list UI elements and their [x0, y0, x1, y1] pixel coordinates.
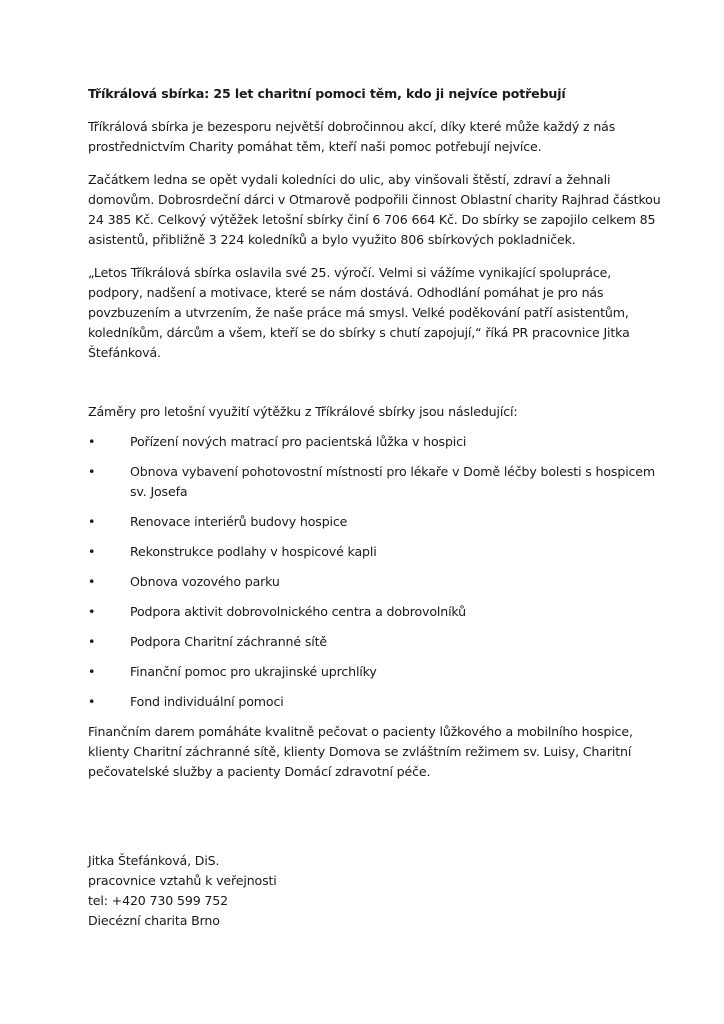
- list-item: [88, 692, 668, 712]
- spacer: [88, 376, 668, 402]
- list-item: [88, 602, 668, 622]
- list-item: [88, 432, 668, 452]
- list-item-text: Fond individuální pomoci: [130, 694, 284, 709]
- document-title: Tříkrálová sbírka: 25 let charitní pomoci těm, kdo ji nejvíce potřebují: [88, 86, 566, 101]
- list-item-text: Pořízení nových matrací pro pacientská lůžka v hospici: [130, 434, 467, 449]
- list-item: [88, 462, 668, 502]
- paragraph-collection-results: Začátkem ledna se opět vydali koledníci do ulic, aby vinšovali štěstí, zdraví a žehnali domovům. Dobrosrdeční dárci v Otmarově podpořili činnost Oblastní charity Rajhrad částkou 24 385 Kč. Celkový výtěžek letošní sbírky činí 6 706 664 Kč. Do sbírky se zapojilo celkem 85 asistentů, přibližně 3 224 koledníků a bylo využito 806 sbírkových pokladniček.: [88, 172, 661, 247]
- list-item-text: Obnova vozového parku: [130, 574, 280, 589]
- bullet-icon: •: [88, 694, 96, 709]
- list-item: [88, 572, 668, 592]
- signature-block: [88, 851, 488, 931]
- signature-name: Jitka Štefánková, DiS.: [88, 853, 220, 868]
- paragraph-closing: Finančním darem pomáháte kvalitně pečovat o pacienty lůžkového a mobilního hospice, klienty Charitní záchranné sítě, klienty Domova se zvláštním režimem sv. Luisy, Charitní pečovatelské služby a pacienty Domácí zdravotní péče.: [88, 724, 633, 779]
- list-item-text: Finanční pomoc pro ukrajinské uprchlíky: [130, 664, 377, 679]
- bullet-icon: •: [88, 604, 96, 619]
- plans-list: [88, 432, 668, 712]
- bullet-icon: •: [88, 544, 96, 559]
- paragraph-quote: „Letos Tříkrálová sbírka oslavila své 25. výročí. Velmi si vážíme vynikající spolupráce, podpory, nadšení a motivace, které se nám dostává. Odhodlání pomáhat je pro nás povzbuzením a utvrzením, že naše práce má smysl. Velké poděkování patří asistentům, koledníkům, dárcům a všem, kteří se do sbírky s chutí zapojují,“ říká PR pracovnice Jitka Štefánková.: [88, 265, 630, 360]
- bullet-icon: •: [88, 514, 96, 529]
- list-item-text: Podpora Charitní záchranné sítě: [130, 634, 327, 649]
- list-item: [88, 632, 668, 652]
- list-item-text: Rekonstrukce podlahy v hospicové kapli: [130, 544, 377, 559]
- paragraph-intro: Tříkrálová sbírka je bezesporu největší dobročinnou akcí, díky které může každý z nás prostřednictvím Charity pomáhat těm, kteří naši pomoc potřebují nejvíce.: [88, 119, 616, 154]
- signature-phone: tel: +420 730 599 752: [88, 893, 228, 908]
- list-item: [88, 542, 668, 562]
- bullet-icon: •: [88, 574, 96, 589]
- list-item: [88, 662, 668, 682]
- signature-role: pracovnice vztahů k veřejnosti: [88, 873, 277, 888]
- list-item-text: Renovace interiérů budovy hospice: [130, 514, 348, 529]
- document-body: [88, 84, 668, 782]
- bullet-icon: •: [88, 664, 96, 679]
- bullet-icon: •: [88, 434, 96, 449]
- list-intro: Záměry pro letošní využití výtěžku z Tříkrálové sbírky jsou následující:: [88, 404, 518, 419]
- list-item-text: Podpora aktivit dobrovolnického centra a dobrovolníků: [130, 604, 467, 619]
- list-item: [88, 512, 668, 532]
- bullet-icon: •: [88, 634, 96, 649]
- list-item-text: Obnova vybavení pohotovostní místnosti pro lékaře v Domě léčby bolesti s hospicem sv. Josefa: [130, 464, 656, 499]
- bullet-icon: •: [88, 464, 96, 479]
- signature-organization: Diecézní charita Brno: [88, 913, 220, 928]
